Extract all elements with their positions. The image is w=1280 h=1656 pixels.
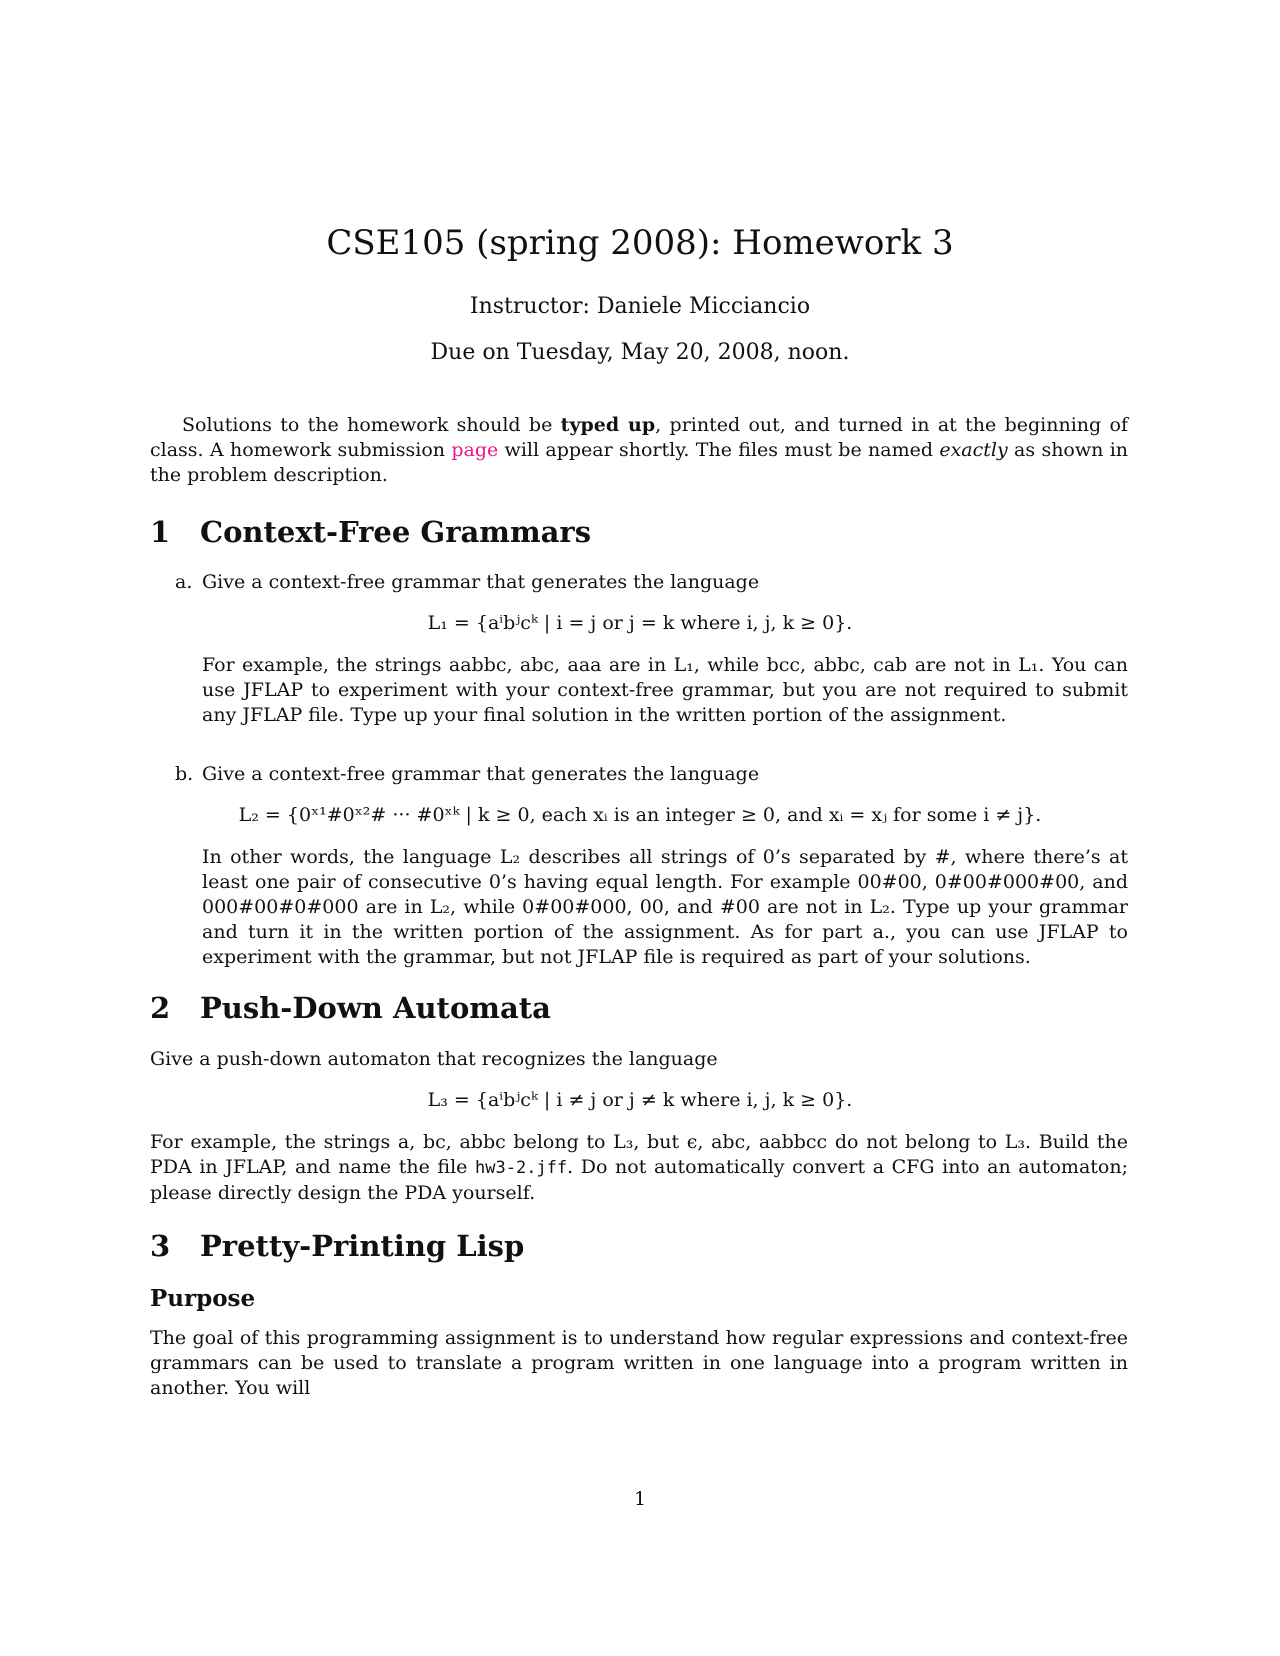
section-2-number: 2 xyxy=(150,991,171,1025)
page-number: 1 xyxy=(633,1488,647,1510)
intro-paragraph xyxy=(150,413,1128,488)
section-3-title: Pretty-Printing Lisp xyxy=(200,1229,525,1263)
item-b-text: In other words, the language L₂ describes all strings of 0’s separated by #, where there’s at least one pair of consecutive 0’s having equal length. For example 00#00, 0#00#000#00, and 000#00#0#000 are in L₂, while 0#00#000, 00, and #00 are not in L₂. Type up your grammar and turn it in the written portion of the assignment. As for part a., you can use JFLAP to experiment with the grammar, but not JFLAP file is required as part of your solutions. xyxy=(202,846,1128,968)
section-2-text xyxy=(150,1130,1128,1206)
item-a-lead: Give a context-free grammar that generates the language xyxy=(202,571,760,593)
intro-text-4: as shown in the problem description. xyxy=(150,439,1129,486)
section-2-heading xyxy=(150,991,551,1025)
purpose-text: The goal of this programming assignment is to understand how regular expressions and context-free grammars can be used to translate a program written in one language into a program written in another. You will xyxy=(150,1327,1128,1399)
section-2-text-1: For example, the strings a, bc, abbc belong to L₃, but ϵ, abc, aabbcc do not belong to L₃. Build the PDA in JFLAP, and name the file xyxy=(150,1131,1128,1178)
section-3-heading xyxy=(150,1229,524,1263)
page-title: CSE105 (spring 2008): Homework 3 xyxy=(326,223,954,263)
item-b-lead: Give a context-free grammar that generates the language xyxy=(202,763,760,785)
section-2-text-2: . Do not automatically convert a CFG into an automaton; please directly design the PDA yourself. xyxy=(150,1156,1128,1204)
item-a-text: For example, the strings aabbc, abc, aaa are in L₁, while bcc, abbc, cab are not in L₁. You can use JFLAP to experiment with your context-free grammar, but you are not required to submit any JFLAP file. Type up your final solution in the written portion of the assignment. xyxy=(202,654,1128,726)
item-a-label: a. xyxy=(175,571,193,593)
submission-page-link[interactable]: page xyxy=(451,439,499,461)
intro-text-1: Solutions to the homework should be xyxy=(182,414,561,436)
section-2-lead: Give a push-down automaton that recognizes the language xyxy=(150,1048,718,1070)
section-2-title: Push-Down Automata xyxy=(200,991,551,1025)
intro-emphasis: exactly xyxy=(939,439,1008,461)
intro-text-2: , printed out, and turned in at the beginning of class. A homework submission xyxy=(150,414,1128,461)
due-date-line: Due on Tuesday, May 20, 2008, noon. xyxy=(430,340,850,365)
equation-l3: L₃ = {aⁱbʲcᵏ | i ≠ j or j ≠ k where i, j, k ≥ 0}. xyxy=(427,1089,853,1111)
section-1-title: Context-Free Grammars xyxy=(200,515,592,549)
equation-l2: L₂ = {0ˣ¹#0ˣ²# ··· #0ˣᵏ | k ≥ 0, each xᵢ is an integer ≥ 0, and xᵢ = xⱼ for some i ≠ j}. xyxy=(238,804,1042,826)
purpose-heading: Purpose xyxy=(150,1285,256,1312)
pda-filename: hw3-2.jff xyxy=(475,1158,568,1178)
instructor-line: Instructor: Daniele Micciancio xyxy=(469,294,811,319)
intro-text-3: will appear shortly. The files must be named xyxy=(498,439,940,461)
section-1-heading xyxy=(150,515,591,549)
equation-l1: L₁ = {aⁱbʲcᵏ | i = j or j = k where i, j, k ≥ 0}. xyxy=(427,612,853,634)
item-b-label: b. xyxy=(175,763,194,785)
intro-bold: typed up xyxy=(560,414,656,436)
section-1-number: 1 xyxy=(150,515,171,549)
section-3-number: 3 xyxy=(150,1229,171,1263)
